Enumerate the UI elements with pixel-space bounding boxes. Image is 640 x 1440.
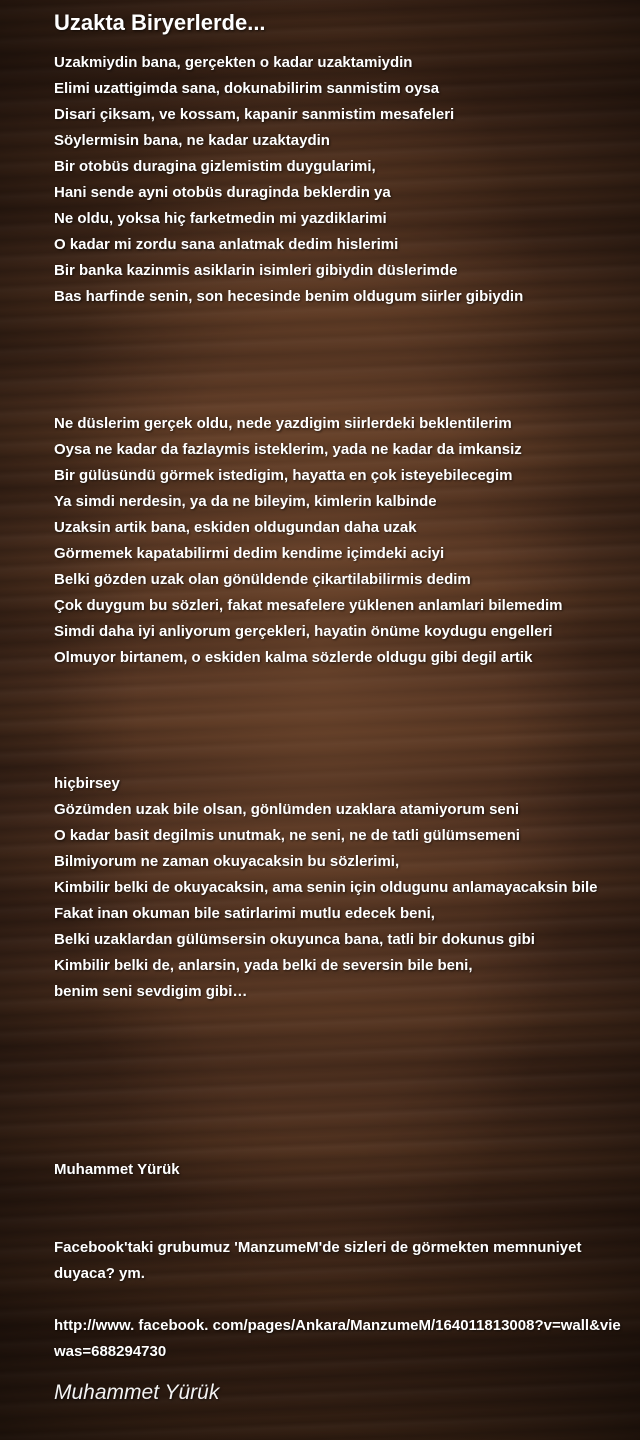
poem-line: Fakat inan okuman bile satirlarimi mutlu edecek beni, xyxy=(54,905,435,922)
poem-line: Uzaksin artik bana, eskiden oldugundan daha uzak xyxy=(54,519,417,536)
poem-line: Bas harfinde senin, son hecesinde benim oldugum siirler gibiydin xyxy=(54,288,524,305)
poem-line: Bir gülüsündü görmek istedigim, hayatta en çok isteyebilecegim xyxy=(54,467,513,484)
poem-line: O kadar basit degilmis unutmak, ne seni, ne de tatli gülümsemeni xyxy=(54,827,520,844)
poem-title: Uzakta Biryerlerde... xyxy=(54,10,266,35)
stanza-1 xyxy=(54,50,626,310)
stanza-2 xyxy=(54,411,626,671)
poem-line: Bir banka kazinmis asiklarin isimleri gibiydin düslerimde xyxy=(54,262,458,279)
poem-line: hiçbirsey xyxy=(54,775,120,792)
poem-line: Ne düslerim gerçek oldu, nede yazdigim siirlerdeki beklentilerim xyxy=(54,415,512,432)
poem-line: Oysa ne kadar da fazlaymis isteklerim, yada ne kadar da imkansiz xyxy=(54,441,522,458)
poem-line: Disari çiksam, ve kossam, kapanir sanmistim mesafeleri xyxy=(54,106,455,123)
facebook-note: Facebook'taki grubumuz 'ManzumeM'de sizleri de görmekten memnuniyet duyaca? ym. xyxy=(54,1239,582,1282)
poem-line: Uzakmiydin bana, gerçekten o kadar uzaktamiydin xyxy=(54,54,413,71)
poem-line: Belki uzaklardan gülümsersin okuyunca bana, tatli bir dokunus gibi xyxy=(54,931,535,948)
author-name: Muhammet Yürük xyxy=(54,1161,180,1178)
poem-line: Elimi uzattigimda sana, dokunabilirim sanmistim oysa xyxy=(54,80,440,97)
poem-line: Çok duygum bu sözleri, fakat mesafelere yüklenen anlamlari bilemedim xyxy=(54,597,563,614)
poem-line: Söylermisin bana, ne kadar uzaktaydin xyxy=(54,132,330,149)
poem-line: Kimbilir belki de okuyacaksin, ama senin için oldugunu anlamayacaksin bile xyxy=(54,879,598,896)
poem-line: Simdi daha iyi anliyorum gerçekleri, hayatin önüme koydugu engelleri xyxy=(54,623,553,640)
poem-line: benim seni sevdigim gibi… xyxy=(54,983,248,1000)
poem-line: Olmuyor birtanem, o eskiden kalma sözlerde oldugu gibi degil artik xyxy=(54,649,533,666)
poem-line: Hani sende ayni otobüs duraginda beklerdin ya xyxy=(54,184,391,201)
poem-line: Gözümden uzak bile olsan, gönlümden uzaklara atamiyorum seni xyxy=(54,801,520,818)
poem-line: Ne oldu, yoksa hiç farketmedin mi yazdiklarimi xyxy=(54,210,387,227)
poem-line: O kadar mi zordu sana anlatmak dedim hislerimi xyxy=(54,236,399,253)
poem-line: Görmemek kapatabilirmi dedim kendime içimdeki aciyi xyxy=(54,545,445,562)
facebook-link: http://www. facebook. com/pages/Ankara/ManzumeM/164011813008?v=wall&viewas=688294730 xyxy=(54,1317,621,1360)
poem-line: Ya simdi nerdesin, ya da ne bileyim, kimlerin kalbinde xyxy=(54,493,437,510)
poem-line: Bilmiyorum ne zaman okuyacaksin bu sözlerimi, xyxy=(54,853,400,870)
poem-line: Kimbilir belki de, anlarsin, yada belki de seversin bile beni, xyxy=(54,957,473,974)
author-signature: Muhammet Yürük xyxy=(54,1381,220,1404)
poem-line: Belki gözden uzak olan gönüldende çikartilabilirmis dedim xyxy=(54,571,471,588)
stanza-3 xyxy=(54,771,626,1005)
poem-line: Bir otobüs duragina gizlemistim duygularimi, xyxy=(54,158,376,175)
